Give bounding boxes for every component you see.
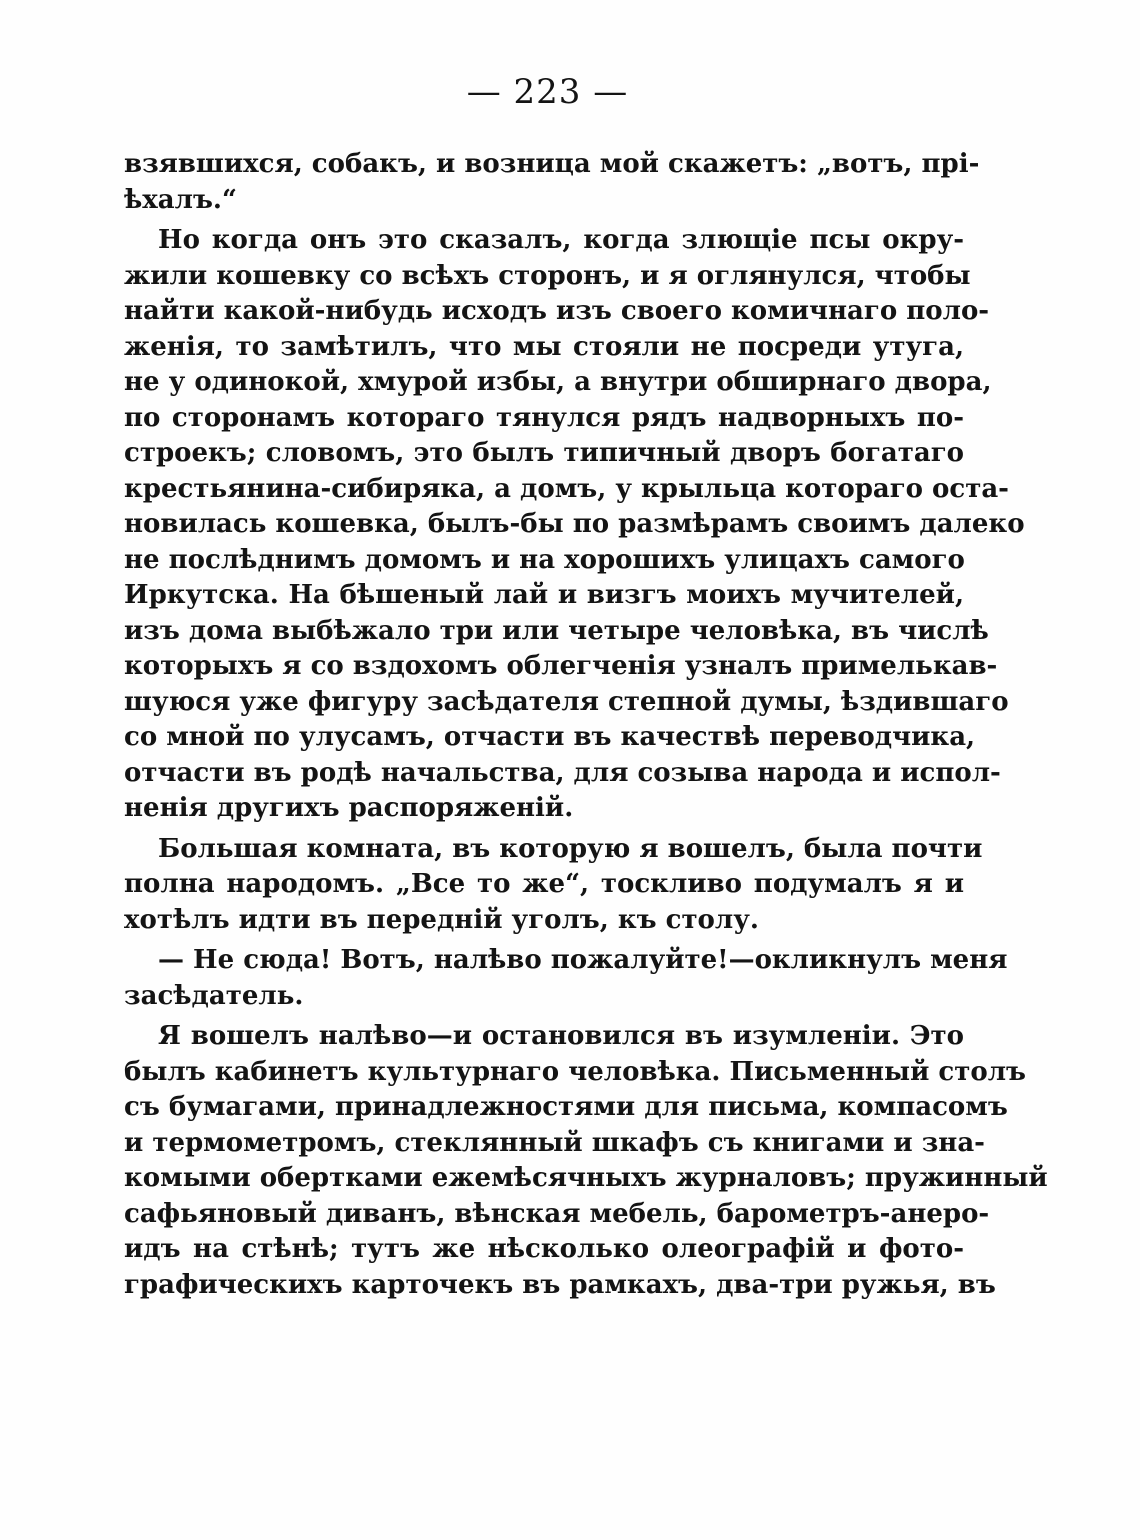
text-line: которыхъ я со вздохомъ облегченія узналъ примелькав- <box>124 651 998 681</box>
text-line: со мной по улусамъ, отчасти въ качествѣ переводчика, <box>124 722 976 752</box>
text-line: съ бумагами, принадлежностями для письма, компасомъ <box>124 1092 1008 1122</box>
text-line: новилась кошевка, былъ-бы по размѣрамъ своимъ далеко <box>124 509 1025 539</box>
text-line: хотѣлъ идти въ передній уголъ, къ столу. <box>124 904 759 935</box>
body-text <box>124 147 1048 1303</box>
text-line: строекъ; словомъ, это былъ типичный дворъ богатаго <box>124 438 964 468</box>
text-line: не послѣднимъ домомъ и на хорошихъ улицахъ самого <box>124 544 965 575</box>
text-line: ѣхалъ.“ <box>124 184 237 215</box>
text-line: — Не сюда! Вотъ, налѣво пожалуйте!—окликнулъ меня <box>158 945 1008 975</box>
text-line: и термометромъ, стеклянный шкафъ съ книгами и зна- <box>124 1127 985 1158</box>
page-number: — 223 — <box>466 72 629 112</box>
text-line: графическихъ карточекъ въ рамкахъ, два-три ружья, въ <box>124 1269 996 1300</box>
text-line: Я вошелъ налѣво—и остановился въ изумленіи. Это <box>158 1021 964 1051</box>
text-line: женія, то замѣтилъ, что мы стояли не посреди утуга, <box>124 331 964 362</box>
text-line: Большая комната, въ которую я вошелъ, была почти <box>158 833 983 864</box>
text-line: отчасти въ родѣ начальства, для созыва народа и испол- <box>124 757 1001 788</box>
text-line: найти какой-нибудь исходъ изъ своего комичнаго поло- <box>124 296 990 326</box>
text-line: идъ на стѣнѣ; тутъ же нѣсколько олеографій и фото- <box>124 1234 964 1264</box>
text-line: Иркутска. На бѣшеный лай и визгъ моихъ мучителей, <box>124 580 964 610</box>
text-line: ненія другихъ распоряженій. <box>124 793 574 823</box>
text-line: крестьянина-сибиряка, а домъ, у крыльца котораго оста- <box>124 473 1009 504</box>
text-line: полна народомъ. „Все то же“, тоскливо подумалъ я и <box>124 869 964 899</box>
text-line: не у одинокой, хмурой избы, а внутри обширнаго двора, <box>124 367 992 397</box>
text-line: изъ дома выбѣжало три или четыре человѣка, въ числѣ <box>124 615 989 646</box>
text-line: жили кошевку со всѣхъ сторонъ, и я оглянулся, чтобы <box>124 260 971 291</box>
text-line: Но когда онъ это сказалъ, когда злющіе псы окру- <box>158 225 964 255</box>
text-line: взявшихся, собакъ, и возница мой скажетъ: „вотъ, прі- <box>124 149 980 179</box>
text-line: комыми обертками ежемѣсячныхъ журналовъ; пружинный <box>124 1163 1048 1193</box>
text-line: былъ кабинетъ культурнаго человѣка. Письменный столъ <box>124 1056 1026 1087</box>
text-line: засѣдатель. <box>124 980 304 1011</box>
text-line: по сторонамъ котораго тянулся рядъ надворныхъ по- <box>124 402 964 433</box>
text-line: шуюся уже фигуру засѣдателя степной думы, ѣздившаго <box>124 686 1009 717</box>
text-line: сафьяновый диванъ, вѣнская мебель, барометръ-анеро- <box>124 1198 990 1229</box>
